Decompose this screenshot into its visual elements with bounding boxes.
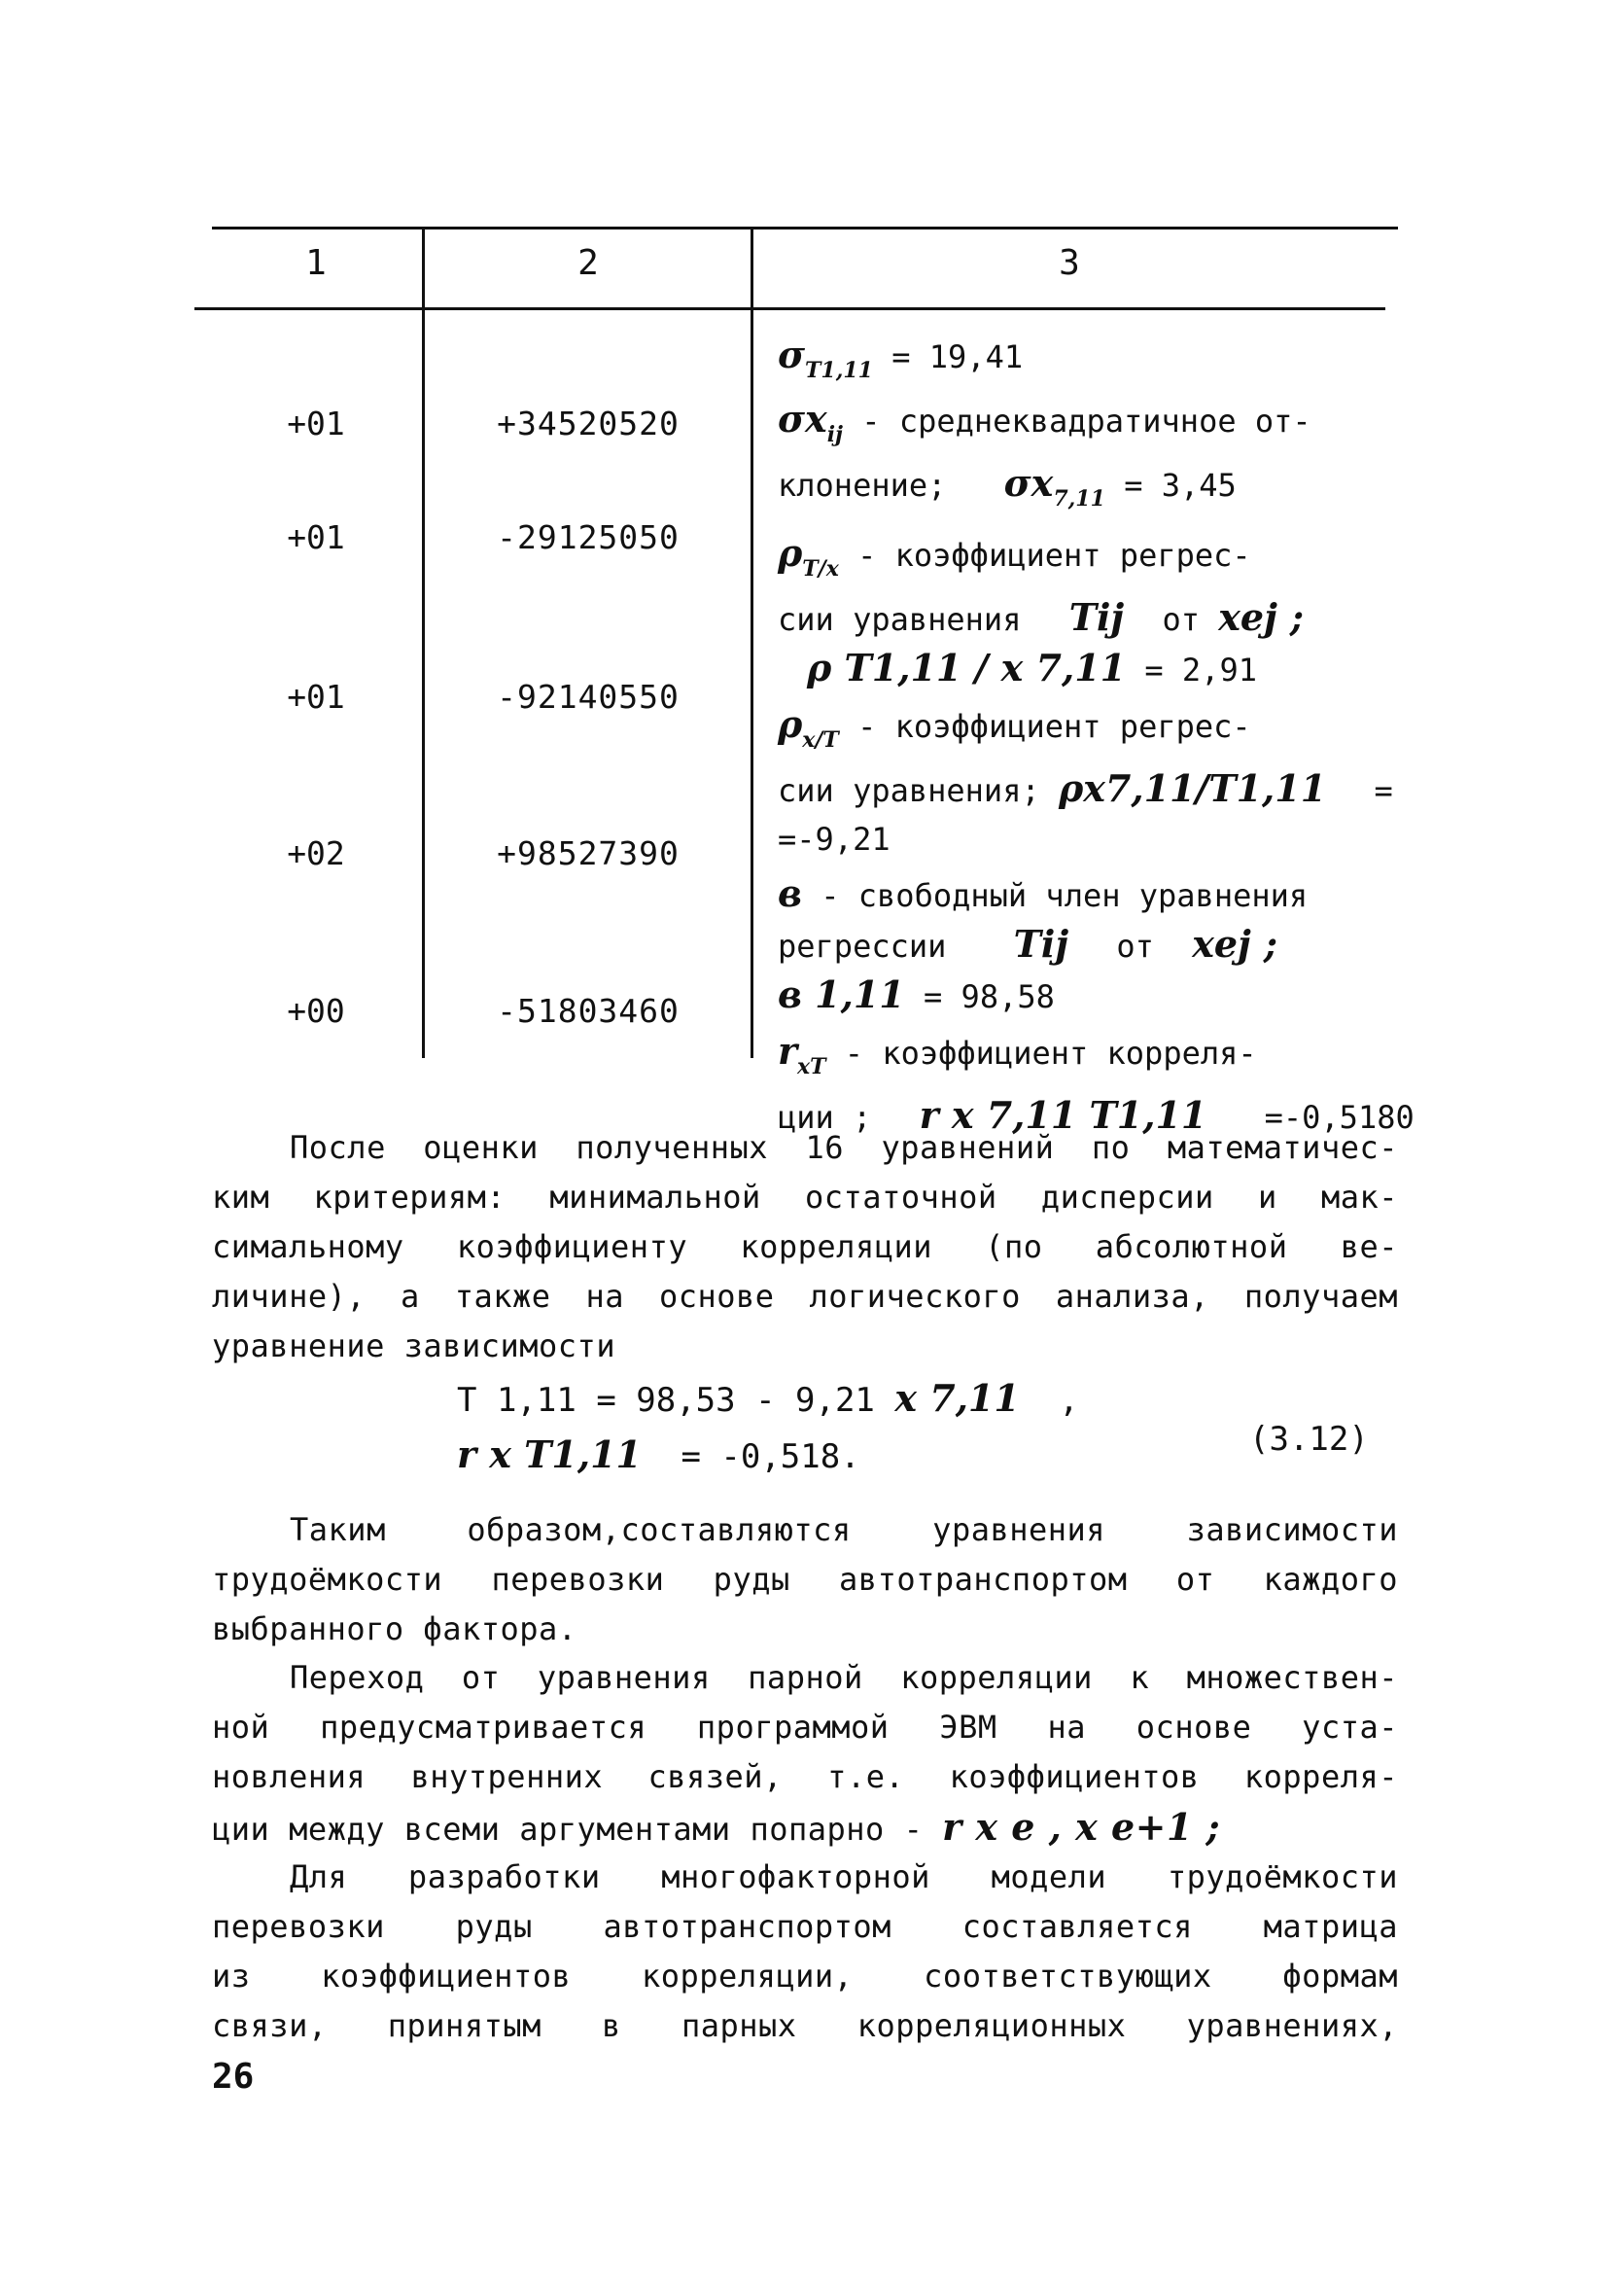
b-line-2: регрессии Tij от xej ; — [778, 922, 1278, 966]
rho-tx-line-2: сии уравнения Tij от xej ; — [778, 595, 1305, 639]
table-header-3: 3 — [1059, 243, 1080, 283]
table-header-2: 2 — [577, 243, 599, 283]
rho-tx-line: $\rho_{T/x}$ - коэффициент регрес- — [778, 531, 1251, 582]
pairwise-correlation-formula: r x e , x e+1 ; — [942, 1805, 1221, 1849]
table-cell: +00 — [287, 992, 345, 1030]
paragraph-4: Для разработки многофакторной модели трудоёмкости перевозки руды автотранспортом составляется матрица из коэффициентов корреляции, соответствующих формам связи, принятым в парных корреляционных уравнениях, — [212, 1858, 1398, 2044]
r-value-line: ции ; r x 7,11 T1,11 =-0,5180 — [778, 1093, 1415, 1137]
paragraph-3: Переход от уравнения парной корреляции к множествен- ной предусматривается программой ЭВМ на основе уста- новления внутренних связей, т.е. коэффициентов корреля- ции между всеми аргументами попарно - r x e , x e+1 ; — [212, 1659, 1398, 1849]
sigma-x-line: $\sigma x_{ij}$ - среднеквадратичное от- — [778, 397, 1311, 447]
equation-number: (3.12) — [1249, 1420, 1369, 1459]
table-cell: +98527390 — [497, 834, 680, 872]
equation-line-1: T 1,11 = 98,53 - 9,21 x 7,11 , — [457, 1376, 1079, 1420]
rho-xt-value-line: =-9,21 — [778, 821, 891, 858]
paragraph-1: После оценки полученных 16 уравнений по математичес- ким критериям: минимальной остаточной дисперсии и мак- симальному коэффициенту корреляции (по абсолютной ве- личине), а также на основе логического анализа, получаем уравнение зависимости — [212, 1129, 1398, 1364]
table-col-divider-2 — [751, 227, 753, 1058]
equation-line-2: r x T1,11 = -0,518. — [457, 1432, 860, 1476]
table-cell: +01 — [287, 518, 345, 556]
paragraph-2: Таким образом,составляются уравнения зависимости трудоёмкости перевозки руды автотранспортом от каждого выбранного фактора. — [212, 1511, 1398, 1647]
rho-xt-line: $\rho_{x/T}$ - коэффициент регрес- — [778, 702, 1251, 753]
r-line: $r_{xT}$ - коэффициент корреля- — [778, 1029, 1257, 1079]
rho-tx-value-line: ρ T1,11 / x 7,11 = 2,91 — [807, 646, 1257, 689]
table-header-1: 1 — [305, 243, 327, 283]
equation-3-12 — [457, 1371, 1079, 1484]
table-top-rule — [212, 227, 1398, 230]
table-cell: -51803460 — [497, 992, 680, 1030]
page-number: 26 — [212, 2057, 255, 2097]
table-cell: -92140550 — [497, 678, 680, 716]
table-cell: +01 — [287, 405, 345, 442]
sigma-x-value-line: клонение; $\sigma x_{7,11} = 3,45$ — [778, 461, 1237, 512]
table-cell: +34520520 — [497, 405, 680, 442]
table-cell: +01 — [287, 678, 345, 716]
sigma-t-line: $\sigma_{T1,11} = 19,41$ — [778, 333, 1024, 383]
table-header-rule — [194, 307, 1385, 310]
table-cell: -29125050 — [497, 518, 680, 556]
table-col-divider-1 — [422, 227, 425, 1058]
b-line: в - свободный член уравнения — [778, 871, 1309, 915]
rho-xt-line-2: сии уравнения; ρx7,11/T1,11 = — [778, 766, 1393, 810]
table-column-3-notes — [778, 331, 1415, 1142]
b-value-line: в 1,11 = 98,58 — [778, 972, 1055, 1016]
table-cell: +02 — [287, 834, 345, 872]
